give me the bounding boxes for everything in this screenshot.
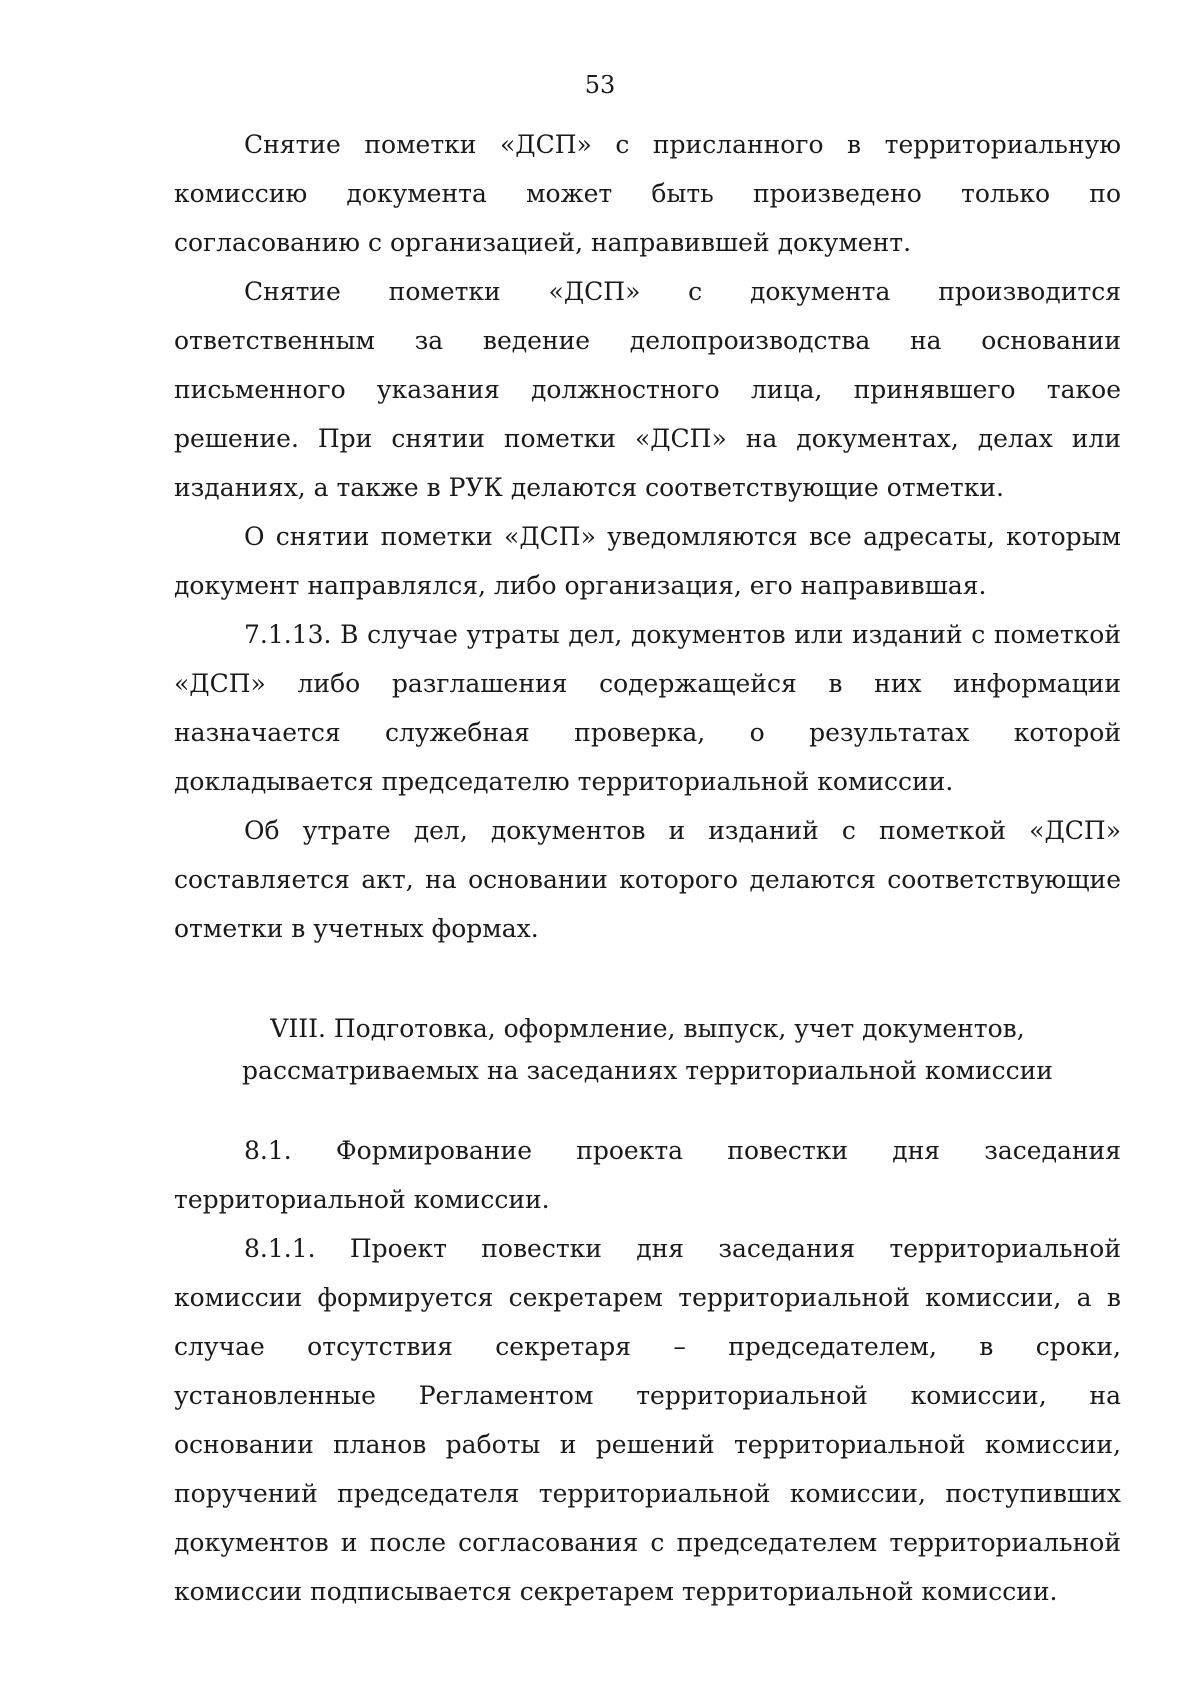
section-heading-line-2: рассматриваемых на заседаниях территориальной комиссии (242, 1056, 1053, 1085)
paragraph-addressees-notification: О снятии пометки «ДСП» уведомляются все адресаты, которым документ направлялся, либо организация, его направившая. (174, 522, 1121, 600)
page-content (174, 120, 1121, 1616)
page-number: 53 (584, 71, 616, 99)
paragraph-7-1-13: 7.1.13. В случае утраты дел, документов или изданий с пометкой «ДСП» либо разглашения содержащейся в них информации назначается служебная проверка, о результатах которой докладывается председателю территориальной комиссии. (174, 620, 1121, 796)
paragraph-loss-act: Об утрате дел, документов и изданий с пометкой «ДСП» составляется акт, на основании которого делаются соответствующие отметки в учетных формах. (174, 816, 1121, 943)
section-heading-line-1: VIII. Подготовка, оформление, выпуск, учет документов, (270, 1014, 1025, 1043)
paragraph-removal-procedure: Снятие пометки «ДСП» с документа производится ответственным за ведение делопроизводства на основании письменного указания должностного лица, принявшего такое решение. При снятии пометки «ДСП» на документах, делах или изданиях, а также в РУК делаются соответствующие отметки. (174, 277, 1121, 502)
paragraph-8-1: 8.1. Формирование проекта повестки дня заседания территориальной комиссии. (174, 1136, 1121, 1214)
paragraph-removal-sent-document: Снятие пометки «ДСП» с присланного в территориальную комиссию документа может быть произведено только по согласованию с организацией, направившей документ. (174, 130, 1121, 257)
paragraph-8-1-1: 8.1.1. Проект повестки дня заседания территориальной комиссии формируется секретарем территориальной комиссии, а в случае отсутствия секретаря – председателем, в сроки, установленные Регламентом территориальной комиссии, на основании планов работы и решений территориальной комиссии, поручений председателя территориальной комиссии, поступивших документов и после согласования с председателем территориальной комиссии подписывается секретарем территориальной комиссии. (174, 1234, 1121, 1606)
section-heading (174, 1008, 1121, 1092)
